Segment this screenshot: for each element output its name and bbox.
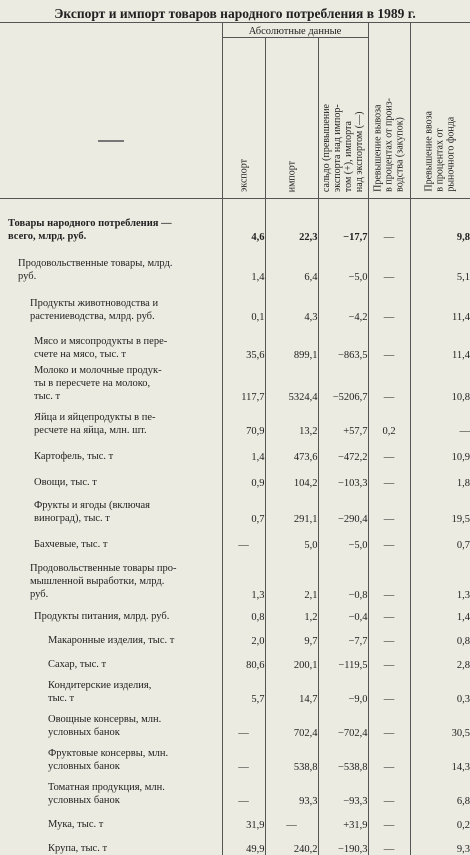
export-value: — bbox=[222, 739, 265, 773]
table-row bbox=[0, 705, 470, 739]
row-label: Молоко и молочные продук- ты в пересчете на молоко, тыс. т bbox=[34, 365, 162, 402]
saldo-value: −0,4 bbox=[318, 601, 368, 623]
export-value: 2,0 bbox=[222, 623, 265, 647]
table-row bbox=[0, 463, 470, 489]
import-value: 1,2 bbox=[265, 601, 318, 623]
import-value: 104,2 bbox=[265, 463, 318, 489]
saldo-value: −4,2 bbox=[318, 283, 368, 323]
import-value: 13,2 bbox=[265, 403, 318, 437]
prod-ratio-value: — bbox=[368, 463, 410, 489]
export-value: 117,7 bbox=[222, 361, 265, 403]
row-label: Макаронные изделия, тыс. т bbox=[48, 635, 175, 646]
prod-ratio-value: — bbox=[368, 551, 410, 601]
saldo-value: −702,4 bbox=[318, 705, 368, 739]
table-body bbox=[0, 199, 470, 855]
absolute-data-header: Абсолютные данные bbox=[222, 23, 368, 38]
stub-header bbox=[0, 23, 222, 199]
table-row bbox=[0, 243, 470, 283]
saldo-value: −863,5 bbox=[318, 323, 368, 361]
import-value: 93,3 bbox=[265, 773, 318, 807]
fund-ratio-value: 10,9 bbox=[410, 437, 470, 463]
export-value: 0,7 bbox=[222, 489, 265, 525]
export-value: 31,9 bbox=[222, 807, 265, 831]
prod-ratio-value: — bbox=[368, 831, 410, 855]
table-row bbox=[0, 551, 470, 601]
export-value: 80,6 bbox=[222, 647, 265, 671]
table-row bbox=[0, 739, 470, 773]
saldo-value: −538,8 bbox=[318, 739, 368, 773]
fund-ratio-value: 5,1 bbox=[410, 243, 470, 283]
saldo-value: −93,3 bbox=[318, 773, 368, 807]
saldo-value: −7,7 bbox=[318, 623, 368, 647]
import-value: 9,7 bbox=[265, 623, 318, 647]
row-label: Продовольственные товары про- мышленной выработки, млрд. руб. bbox=[30, 563, 177, 600]
export-value: 35,6 bbox=[222, 323, 265, 361]
saldo-value: −472,2 bbox=[318, 437, 368, 463]
prod-ratio-value: — bbox=[368, 323, 410, 361]
prod-ratio-value: — bbox=[368, 705, 410, 739]
ratio-production-header: Превышение вывоза в процентах от произ- водства (закупок) bbox=[368, 23, 410, 199]
export-header: экспорт bbox=[222, 38, 265, 199]
table-row bbox=[0, 807, 470, 831]
fund-ratio-value: 14,3 bbox=[410, 739, 470, 773]
fund-ratio-value: — bbox=[410, 403, 470, 437]
prod-ratio-value: — bbox=[368, 671, 410, 705]
table-row bbox=[0, 525, 470, 551]
fund-ratio-value: 10,8 bbox=[410, 361, 470, 403]
import-value: 291,1 bbox=[265, 489, 318, 525]
import-value: — bbox=[265, 807, 318, 831]
saldo-value: +31,9 bbox=[318, 807, 368, 831]
export-value: 0,9 bbox=[222, 463, 265, 489]
dash-mark bbox=[98, 140, 124, 142]
fund-ratio-value: 0,7 bbox=[410, 525, 470, 551]
fund-ratio-value: 11,4 bbox=[410, 283, 470, 323]
import-value: 2,1 bbox=[265, 551, 318, 601]
fund-ratio-value: 6,8 bbox=[410, 773, 470, 807]
row-label: Овощи, тыс. т bbox=[34, 477, 97, 488]
row-label: Овощные консервы, млн. условных банок bbox=[48, 714, 162, 738]
saldo-header: сальдо (превышение экспорта над импор- том (+), импорта над экспортом (—) bbox=[318, 38, 368, 199]
row-label: Фрукты и ягоды (включая виноград), тыс. т bbox=[34, 500, 150, 524]
row-label: Продукты питания, млрд. руб. bbox=[34, 611, 170, 622]
import-value: 240,2 bbox=[265, 831, 318, 855]
export-value: 0,1 bbox=[222, 283, 265, 323]
prod-ratio-value: — bbox=[368, 489, 410, 525]
saldo-value: −119,5 bbox=[318, 647, 368, 671]
import-value: 5324,4 bbox=[265, 361, 318, 403]
table-row bbox=[0, 647, 470, 671]
fund-ratio-value: 2,8 bbox=[410, 647, 470, 671]
import-value: 473,6 bbox=[265, 437, 318, 463]
table-row bbox=[0, 323, 470, 361]
export-value: 0,8 bbox=[222, 601, 265, 623]
saldo-value: −290,4 bbox=[318, 489, 368, 525]
prod-ratio-value: — bbox=[368, 199, 410, 243]
table-row bbox=[0, 489, 470, 525]
saldo-value: −190,3 bbox=[318, 831, 368, 855]
import-value: 5,0 bbox=[265, 525, 318, 551]
fund-ratio-value: 9,8 bbox=[410, 199, 470, 243]
prod-ratio-value: — bbox=[368, 243, 410, 283]
table-row bbox=[0, 361, 470, 403]
export-value: — bbox=[222, 525, 265, 551]
table-row bbox=[0, 403, 470, 437]
import-value: 22,3 bbox=[265, 199, 318, 243]
row-label: Кондитерские изделия, тыс. т bbox=[48, 680, 152, 704]
row-label: Сахар, тыс. т bbox=[48, 659, 107, 670]
saldo-value: −17,7 bbox=[318, 199, 368, 243]
fund-ratio-value: 11,4 bbox=[410, 323, 470, 361]
prod-ratio-value: — bbox=[368, 437, 410, 463]
table-title: Экспорт и импорт товаров народного потребления в 1989 г. bbox=[54, 6, 416, 21]
table-header bbox=[0, 23, 470, 200]
fund-ratio-value: 0,2 bbox=[410, 807, 470, 831]
saldo-value: −5,0 bbox=[318, 243, 368, 283]
table-row bbox=[0, 773, 470, 807]
prod-ratio-value: — bbox=[368, 807, 410, 831]
export-value: 5,7 bbox=[222, 671, 265, 705]
fund-ratio-value: 1,3 bbox=[410, 551, 470, 601]
saldo-value: −5206,7 bbox=[318, 361, 368, 403]
saldo-value: −9,0 bbox=[318, 671, 368, 705]
row-label: Томатная продукция, млн. условных банок bbox=[48, 782, 165, 806]
import-header: импорт bbox=[265, 38, 318, 199]
export-value: 4,6 bbox=[222, 199, 265, 243]
row-label: Фруктовые консервы, млн. условных банок bbox=[48, 748, 169, 772]
import-value: 899,1 bbox=[265, 323, 318, 361]
fund-ratio-value: 19,5 bbox=[410, 489, 470, 525]
row-label: Картофель, тыс. т bbox=[34, 451, 114, 462]
import-value: 538,8 bbox=[265, 739, 318, 773]
prod-ratio-value: — bbox=[368, 773, 410, 807]
row-label: Мука, тыс. т bbox=[48, 819, 104, 830]
table-row bbox=[0, 199, 470, 243]
fund-ratio-value: 0,8 bbox=[410, 623, 470, 647]
prod-ratio-value: — bbox=[368, 525, 410, 551]
row-label: Яйца и яйцепродукты в пе- ресчете на яйца, млн. шт. bbox=[34, 412, 156, 436]
fund-ratio-value: 1,8 bbox=[410, 463, 470, 489]
prod-ratio-value: — bbox=[368, 283, 410, 323]
export-value: 49,9 bbox=[222, 831, 265, 855]
export-value: 1,4 bbox=[222, 437, 265, 463]
table-row bbox=[0, 283, 470, 323]
export-value: — bbox=[222, 705, 265, 739]
import-value: 14,7 bbox=[265, 671, 318, 705]
import-value: 4,3 bbox=[265, 283, 318, 323]
saldo-value: −0,8 bbox=[318, 551, 368, 601]
saldo-value: −5,0 bbox=[318, 525, 368, 551]
ratio-fund-header: Превышение ввоза в процентах от рыночного фонда bbox=[410, 23, 470, 199]
trade-table bbox=[0, 22, 470, 855]
prod-ratio-value: 0,2 bbox=[368, 403, 410, 437]
fund-ratio-value: 9,3 bbox=[410, 831, 470, 855]
fund-ratio-value: 1,4 bbox=[410, 601, 470, 623]
prod-ratio-value: — bbox=[368, 601, 410, 623]
fund-ratio-value: 0,3 bbox=[410, 671, 470, 705]
row-label: Мясо и мясопродукты в пере- счете на мясо, тыс. т bbox=[34, 336, 168, 360]
row-label: Бахчевые, тыс. т bbox=[34, 539, 108, 550]
prod-ratio-value: — bbox=[368, 623, 410, 647]
prod-ratio-value: — bbox=[368, 739, 410, 773]
row-label: Товары народного потребления — всего, млрд. руб. bbox=[8, 218, 172, 242]
row-label: Продукты животноводства и растениеводства, млрд. руб. bbox=[30, 298, 159, 322]
table-row bbox=[0, 437, 470, 463]
table-row bbox=[0, 623, 470, 647]
saldo-value: −103,3 bbox=[318, 463, 368, 489]
import-value: 200,1 bbox=[265, 647, 318, 671]
export-value: — bbox=[222, 773, 265, 807]
fund-ratio-value: 30,5 bbox=[410, 705, 470, 739]
prod-ratio-value: — bbox=[368, 647, 410, 671]
table-row bbox=[0, 671, 470, 705]
row-label: Продовольственные товары, млрд. руб. bbox=[18, 258, 173, 282]
import-value: 702,4 bbox=[265, 705, 318, 739]
saldo-value: +57,7 bbox=[318, 403, 368, 437]
table-row bbox=[0, 831, 470, 855]
import-value: 6,4 bbox=[265, 243, 318, 283]
row-label: Крупа, тыс. т bbox=[48, 843, 108, 854]
export-value: 1,3 bbox=[222, 551, 265, 601]
export-value: 1,4 bbox=[222, 243, 265, 283]
prod-ratio-value: — bbox=[368, 361, 410, 403]
export-value: 70,9 bbox=[222, 403, 265, 437]
table-row bbox=[0, 601, 470, 623]
